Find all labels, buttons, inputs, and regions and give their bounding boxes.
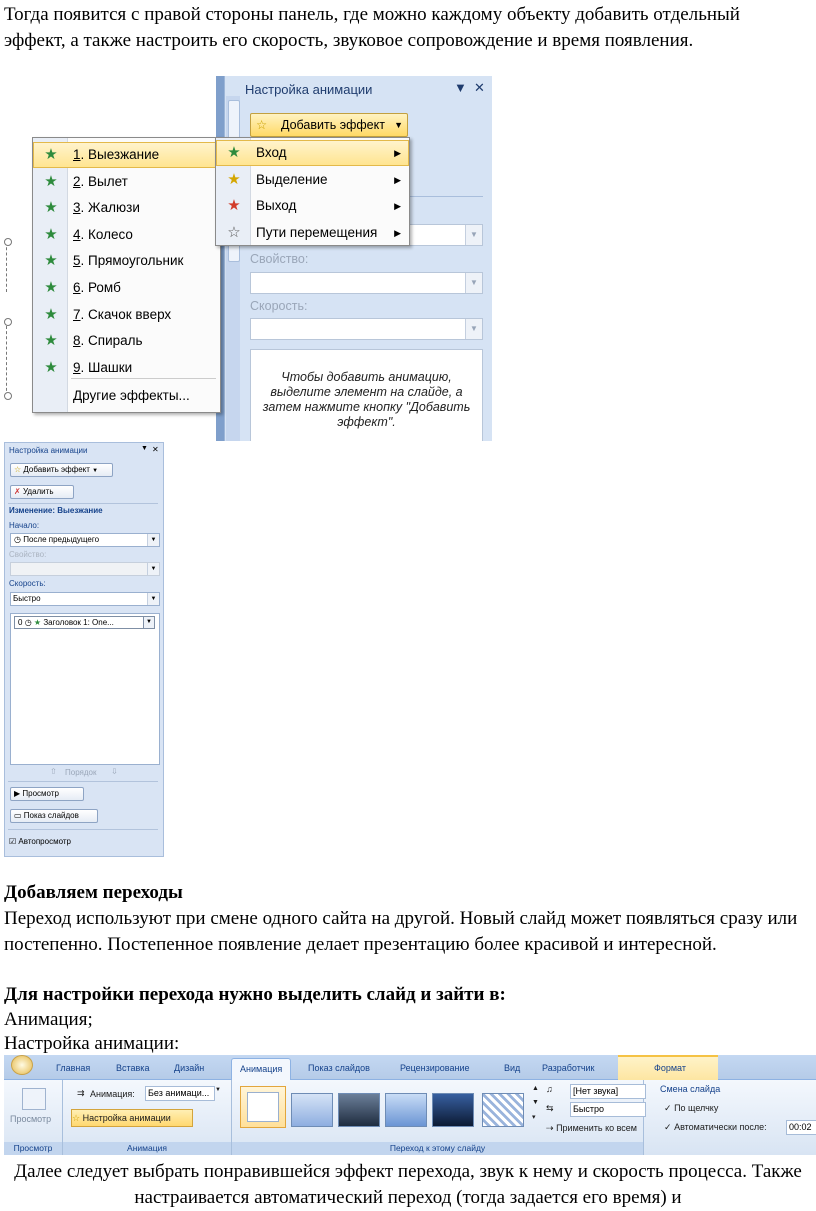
scroll-up-icon[interactable]: ▲	[532, 1085, 539, 1092]
entrance-effect-item[interactable]	[33, 328, 220, 354]
chevron-down-icon: ▼	[465, 319, 482, 339]
motion-path-handle	[4, 238, 12, 246]
property-label: Свойство:	[250, 252, 309, 266]
entrance-effect-label	[73, 355, 132, 381]
effect-number: 4	[73, 226, 81, 242]
ribbon-tab[interactable]: Рецензирование	[400, 1063, 470, 1073]
effect-star-icon: ★	[44, 146, 58, 163]
entrance-effect-item[interactable]	[33, 302, 220, 328]
entrance-effect-item[interactable]	[33, 248, 220, 274]
divider	[8, 503, 158, 504]
effect-category-label: Пути перемещения	[256, 224, 378, 240]
ribbon-tab[interactable]: Анимация	[231, 1058, 291, 1080]
speed-value: Быстро	[13, 594, 41, 603]
order-label: Порядок	[65, 768, 97, 777]
more-icon[interactable]: ▾	[532, 1114, 536, 1121]
more-effects-item[interactable]	[33, 383, 220, 409]
effect-name: . Жалюзи	[80, 200, 140, 216]
setup-heading: Для настройки перехода нужно выделить слайд и зайти в:	[4, 984, 506, 1005]
preview-icon	[22, 1088, 46, 1110]
submenu-arrow-icon: ▶	[394, 148, 401, 158]
effect-star-icon: ★	[44, 252, 58, 270]
transition-cut[interactable]	[385, 1093, 427, 1127]
effect-name: . Шашки	[80, 359, 133, 375]
property-select[interactable]	[250, 272, 483, 294]
sound-select[interactable]	[570, 1084, 646, 1099]
checkbox-icon: ✓	[664, 1122, 672, 1132]
start-label: Начало:	[9, 521, 40, 530]
motion-path-line	[6, 326, 7, 396]
effect-number: 6	[73, 280, 81, 295]
close-icon[interactable]: ✕	[152, 445, 159, 454]
change-heading: Изменение: Выезжание	[9, 506, 103, 515]
animation-label: Анимация:	[90, 1089, 135, 1099]
change-slide-label: Смена слайда	[660, 1084, 721, 1094]
chevron-down-icon: ▼	[465, 225, 482, 245]
more-effects-label: Другие эффекты...	[73, 388, 190, 403]
effect-category-item[interactable]	[216, 140, 409, 166]
speed-icon: ⇆	[546, 1103, 554, 1113]
divider	[8, 829, 158, 830]
transition-dissolve[interactable]	[482, 1093, 524, 1127]
custom-animation-button[interactable]	[71, 1109, 193, 1127]
ribbon-screenshot	[4, 1055, 816, 1155]
star-icon: ★	[33, 618, 42, 627]
effect-star-icon: ★	[44, 332, 58, 350]
chevron-down-icon: ▼	[143, 617, 154, 628]
ribbon-tab[interactable]: Формат	[654, 1063, 686, 1073]
add-effect-button[interactable]	[250, 113, 408, 137]
property-select[interactable]	[10, 562, 160, 576]
move-up-icon[interactable]: ⇧	[50, 767, 57, 776]
entrance-effect-label	[73, 195, 140, 221]
transition-group-label: Переход к этому слайду	[232, 1142, 643, 1155]
entrance-effect-label	[73, 142, 159, 168]
preview-button[interactable]: Просмотр	[10, 1114, 52, 1124]
chevron-down-icon: ▼	[394, 120, 403, 130]
effect-number: 8	[73, 333, 81, 349]
effect-name: . Колесо	[80, 226, 133, 242]
menu-separator	[71, 378, 216, 379]
category-star-icon: ★	[227, 144, 241, 161]
transition-cut-black[interactable]	[432, 1093, 474, 1127]
pane-menu-icon[interactable]: ▼	[141, 445, 148, 452]
apply-icon: ⇢	[546, 1123, 554, 1133]
add-effect-label: Добавить эффект	[23, 465, 90, 474]
transitions-heading: Добавляем переходы	[4, 882, 183, 903]
chevron-down-icon: ▼	[465, 273, 482, 293]
effect-name: . Спираль	[80, 333, 143, 349]
chevron-down-icon: ▼	[147, 593, 159, 605]
apply-all-label: Применить ко всем	[556, 1123, 637, 1133]
submenu-arrow-icon: ▶	[394, 174, 401, 185]
entrance-effect-item[interactable]	[33, 195, 220, 221]
custom-animation-pane-screenshot	[4, 442, 164, 857]
animation-select[interactable]	[145, 1086, 215, 1101]
speed-select[interactable]	[250, 318, 483, 340]
preview-group	[4, 1080, 63, 1155]
animation-group	[63, 1080, 232, 1155]
close-icon[interactable]: ✕	[474, 80, 485, 95]
speed-label: Скорость:	[9, 579, 46, 588]
effect-star-icon: ★	[44, 172, 58, 190]
item-label: Заголовок 1: One...	[43, 618, 114, 627]
sound-value: [Нет звука]	[573, 1086, 619, 1096]
effect-number: 1	[73, 147, 81, 162]
entrance-effect-label	[73, 275, 121, 301]
list-item[interactable]	[14, 616, 155, 629]
add-effect-button[interactable]	[10, 463, 113, 477]
entrance-effect-item[interactable]	[33, 222, 220, 248]
scroll-down-icon[interactable]: ▼	[532, 1099, 539, 1106]
submenu-arrow-icon: ▶	[394, 227, 401, 238]
delete-icon: ✗	[14, 487, 21, 496]
item-index: 0	[18, 618, 23, 627]
category-star-icon: ★	[227, 170, 241, 188]
effect-name: . Прямоугольник	[80, 253, 184, 269]
effect-name: . Ромб	[80, 280, 121, 295]
effect-name: . Выезжание	[80, 147, 160, 162]
auto-time-value: 00:02	[789, 1122, 812, 1132]
motion-path-handle	[4, 392, 12, 400]
hint-text: Чтобы добавить анимацию, выделите элемент на слайде, а затем нажмите кнопку "Добавить эффект".	[262, 370, 471, 429]
on-click-label: По щелчку	[674, 1103, 719, 1113]
animation-line: Анимация;	[4, 1009, 93, 1030]
autopreview-label: Автопросмотр	[18, 837, 71, 846]
effect-star-icon: ★	[44, 358, 58, 376]
checkbox-icon: ✓	[664, 1103, 672, 1113]
animation-icon: ⇉	[77, 1088, 85, 1098]
custom-animation-label: Настройка анимации	[82, 1113, 171, 1123]
star-icon: ☆	[72, 1113, 81, 1123]
slideshow-icon: ▭	[14, 811, 22, 820]
transition-fade[interactable]	[291, 1093, 333, 1127]
checkbox-icon: ☑	[9, 837, 17, 846]
pane-menu-icon[interactable]: ▼	[454, 80, 467, 95]
clock-icon: ◷	[24, 618, 32, 627]
effect-category-label: Выделение	[256, 171, 328, 187]
ribbon-tab[interactable]: Вставка	[116, 1063, 150, 1073]
property-label: Свойство:	[9, 550, 47, 559]
office-button[interactable]	[11, 1055, 33, 1075]
effect-category-label: Выход	[256, 198, 297, 213]
ribbon-tab[interactable]: Дизайн	[174, 1063, 205, 1073]
hint-box	[250, 349, 483, 441]
chevron-down-icon: ▼	[147, 563, 159, 575]
slideshow-label: Показ слайдов	[23, 811, 79, 820]
preview-button[interactable]	[10, 787, 84, 801]
effect-number: 2	[73, 173, 81, 189]
start-select[interactable]	[10, 533, 160, 547]
entrance-effect-item[interactable]	[33, 355, 220, 381]
entrance-effect-item[interactable]	[33, 275, 220, 301]
clock-icon: ◷	[14, 535, 21, 544]
effect-star-icon: ★	[44, 305, 58, 323]
move-down-icon[interactable]: ⇩	[111, 767, 118, 776]
pane-title: Настройка анимации	[9, 446, 88, 455]
entrance-effect-label	[73, 169, 128, 195]
category-star-icon: ★	[227, 197, 241, 214]
effect-number: 5	[73, 253, 81, 269]
effect-number: 7	[73, 306, 81, 322]
effect-star-icon: ★	[44, 199, 58, 217]
effect-star-icon: ★	[44, 225, 58, 243]
entrance-effects-menu	[32, 137, 221, 413]
start-value: После предыдущего	[23, 535, 100, 544]
preview-group-label: Просмотр	[4, 1142, 62, 1155]
play-icon: ▶	[14, 789, 21, 798]
effect-category-item[interactable]	[216, 220, 409, 246]
motion-path-line	[6, 242, 7, 292]
pane-title: Настройка анимации	[245, 82, 373, 97]
effect-number: 3	[73, 200, 81, 216]
transition-none[interactable]	[240, 1086, 286, 1128]
sound-icon: ♫	[546, 1084, 553, 1094]
transition-thumb	[247, 1092, 279, 1122]
effect-number: 9	[73, 359, 81, 375]
animation-settings-line: Настройка анимации:	[4, 1033, 180, 1054]
speed-select[interactable]	[10, 592, 160, 606]
transition-fade-black[interactable]	[338, 1093, 380, 1127]
auto-after-label: Автоматически после:	[674, 1122, 767, 1132]
add-effect-label: Добавить эффект	[281, 118, 385, 132]
auto-after-checkbox[interactable]	[664, 1122, 767, 1133]
effect-categories-menu	[215, 137, 410, 246]
ribbon-tab[interactable]: Показ слайдов	[308, 1063, 370, 1073]
entrance-effect-item[interactable]	[33, 142, 220, 168]
motion-path-handle	[4, 318, 12, 326]
chevron-down-icon: ▼	[92, 468, 99, 474]
ribbon-tab[interactable]: Главная	[56, 1063, 91, 1073]
star-icon: ☆	[14, 465, 22, 474]
entrance-effect-label	[73, 328, 143, 354]
auto-time-input[interactable]	[786, 1120, 816, 1135]
animation-group-label: Анимация	[63, 1142, 231, 1155]
star-icon: ☆	[256, 118, 268, 132]
submenu-arrow-icon: ▶	[394, 201, 401, 211]
slideshow-button[interactable]	[10, 809, 98, 823]
transitions-paragraph: Переход используют при смене одного сайта на другой. Новый слайд может появляться сразу или постепенно. Постепенное появление делает презентацию более красивой и интересной.	[4, 908, 798, 955]
entrance-effect-item[interactable]	[33, 169, 220, 195]
ribbon-tab[interactable]: Вид	[504, 1063, 521, 1073]
animation-value: Без анимаци...	[148, 1088, 210, 1098]
chevron-down-icon: ▼	[147, 534, 159, 546]
effect-name: . Скачок вверх	[80, 306, 172, 322]
speed-label: Скорость:	[250, 299, 308, 313]
intro-paragraph: Тогда появится с правой стороны панель, где можно каждому объекту добавить отдельный эффект, а также настроить его скорость, звуковое сопровождение и время появления.	[4, 4, 740, 51]
entrance-effect-label	[73, 248, 183, 274]
divider	[8, 781, 158, 782]
effects-list[interactable]	[10, 613, 160, 765]
preview-label: Просмотр	[22, 789, 59, 798]
speed-select[interactable]	[570, 1102, 646, 1117]
apply-all-button[interactable]	[546, 1123, 637, 1134]
effect-category-item[interactable]	[216, 167, 409, 193]
autopreview-checkbox[interactable]	[9, 837, 71, 846]
custom-animation-screenshot	[4, 76, 492, 441]
entrance-effect-label	[73, 302, 171, 328]
delete-label: Удалить	[22, 487, 54, 496]
ribbon-tab[interactable]: Разработчик	[542, 1063, 595, 1073]
effect-category-label: Вход	[256, 145, 287, 160]
speed-value: Быстро	[573, 1104, 605, 1114]
closing-paragraph: Далее следует выбрать понравившейся эффект перехода, звук к нему и скорость процесса. Также настраивается автоматический переход (тогда задается его время) и	[14, 1161, 802, 1208]
delete-button[interactable]	[10, 485, 74, 499]
effect-star-icon: ★	[44, 279, 58, 296]
effect-category-item[interactable]	[216, 193, 409, 219]
chevron-down-icon[interactable]: ▼	[215, 1087, 221, 1093]
on-click-checkbox[interactable]	[664, 1103, 718, 1114]
category-star-icon: ☆	[227, 223, 241, 241]
effect-name: . Вылет	[80, 173, 128, 189]
entrance-effect-label	[73, 222, 133, 248]
